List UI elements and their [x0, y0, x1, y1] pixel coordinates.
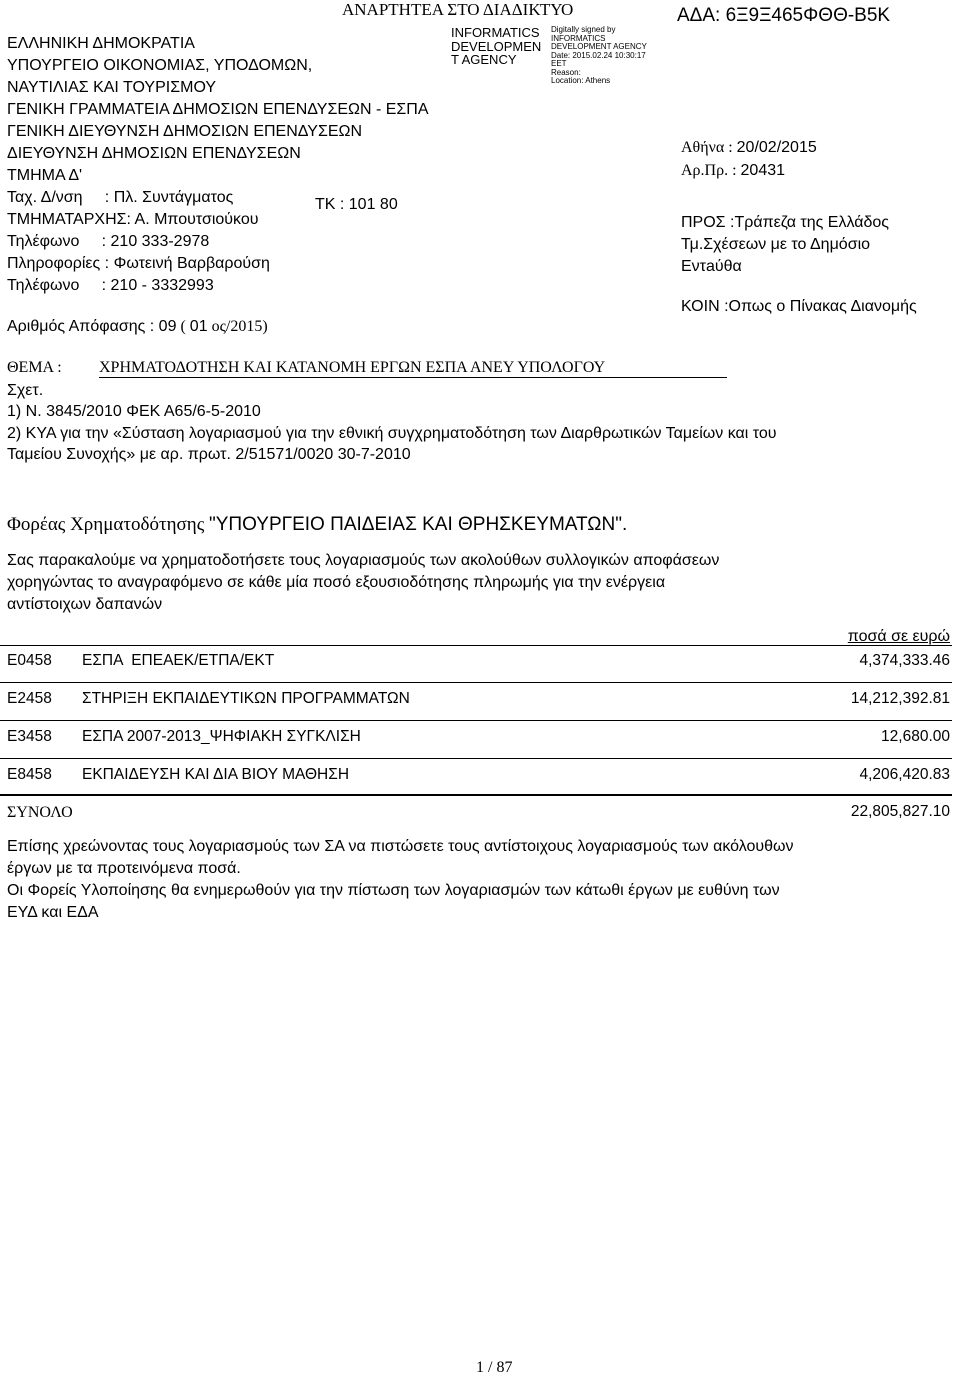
references-label: Σχετ.	[7, 382, 44, 399]
closing-line: Επίσης χρεώνοντας τους λογαριασμούς των ΣΑ να πιστώσετε τους αντίστοιχους λογαριασμούς των ακόλουθων	[7, 838, 794, 855]
decision-number	[7, 316, 268, 338]
sender-line: ΤΜΗΜΑ Δ'	[7, 167, 83, 184]
funder-line	[7, 513, 627, 537]
total-amount: 22,805,827.10	[850, 803, 950, 820]
table-row	[0, 721, 960, 758]
table-row	[0, 683, 960, 720]
amounts-header: ποσά σε ευρώ	[847, 628, 950, 645]
signature-details	[551, 26, 647, 86]
decision-seq: 01	[189, 318, 208, 335]
sender-line: ΔΙΕΥΘΥΝΣΗ ΔΗΜΟΣΙΩΝ ΕΠΕΝΔΥΣΕΩΝ	[7, 145, 301, 162]
sender-block	[7, 33, 429, 297]
protocol-label: Αρ.Πρ. :	[681, 162, 741, 179]
reference-item: 2) ΚΥΑ για την «Σύσταση λογαριασμού για την εθνική συγχρηματοδότηση των Διαρθρωτικών Ταμείων και του	[7, 425, 777, 442]
table-row	[0, 759, 960, 796]
ada-code: ΑΔΑ: 6Ξ9Ξ465ΦΘΘ-Β5Κ	[677, 5, 891, 26]
page-total: 87	[496, 1359, 513, 1376]
signature-detail-line: Reason:	[551, 67, 581, 77]
row-code: Ε2458	[7, 690, 52, 707]
protocol-value: 20431	[740, 162, 786, 179]
signer-line: INFORMATICS	[451, 25, 540, 40]
decision-suffix: ος/2015)	[207, 318, 268, 335]
sender-line: ΝΑΥΤΙΛΙΑΣ ΚΑΙ ΤΟΥΡΙΣΜΟΥ	[7, 79, 217, 96]
row-code: Ε0458	[7, 652, 52, 669]
sender-line: ΓΕΝΙΚΗ ΔΙΕΥΘΥΝΣΗ ΔΗΜΟΣΙΩΝ ΕΠΕΝΔΥΣΕΩΝ	[7, 123, 363, 140]
postal-code: ΤΚ : 101 80	[315, 196, 398, 213]
row-description: ΕΣΠΑ 2007-2013_ΨΗΦΙΑΚΗ ΣΥΓΚΛΙΣΗ	[82, 728, 361, 745]
subject-label: ΘΕΜΑ :	[7, 359, 62, 376]
request-line: Σας παρακαλούμε να χρηματοδοτήσετε τους λογαριασμούς των ακολούθων συλλογικών αποφάσεων	[7, 552, 720, 569]
closing-line: ΕΥΔ και ΕΔΑ	[7, 904, 99, 921]
row-description: ΕΣΠΑ ΕΠΕΑΕΚ/ΕΤΠΑ/ΕΚΤ	[82, 652, 275, 669]
recipient-line: Τμ.Σχέσεων με το Δημόσιο	[681, 236, 871, 253]
row-amount: 4,374,333.46	[859, 652, 950, 669]
total-label: ΣΥΝΟΛΟ	[7, 804, 73, 821]
funder-name: "ΥΠΟΥΡΓΕΙΟ ΠΑΙΔΕΙΑΣ ΚΑΙ ΘΡΗΣΚΕΥΜΑΤΩΝ".	[208, 514, 628, 535]
signature-detail-line: Location: Athens	[551, 76, 611, 85]
sender-line: Ταχ. Δ/νση : Πλ. Συντάγματος	[7, 189, 234, 206]
signature-detail-line: Digitally signed by	[551, 25, 616, 34]
request-line: χορηγώντας το αναγραφόμενο σε κάθε μία ποσό εξουσιοδότησης πληρωμής για την ενέργεια	[7, 574, 666, 591]
sender-line: ΓΕΝΙΚΗ ΓΡΑΜΜΑΤΕΙΑ ΔΗΜΟΣΙΩΝ ΕΠΕΝΔΥΣΕΩΝ - ΕΣΠΑ	[7, 101, 429, 118]
table-row	[0, 645, 960, 682]
subject-text: ΧΡΗΜΑΤΟΔΟΤΗΣΗ ΚΑΙ ΚΑΤΑΝΟΜΗ ΕΡΓΩΝ ΕΣΠΑ ΑΝΕΥ ΥΠΟΛΟΓΟΥ	[99, 357, 727, 378]
row-description: ΕΚΠΑΙΔΕΥΣΗ ΚΑΙ ΔΙΑ ΒΙΟΥ ΜΑΘΗΣΗ	[82, 766, 350, 783]
recipient-line: Εντaύθα	[681, 258, 742, 275]
recipient-block	[681, 212, 889, 278]
sender-line: Πληροφορίες : Φωτεινή Βαρβαρούση	[7, 255, 270, 272]
signer-line: DEVELOPMEN	[451, 38, 542, 54]
page-number	[476, 1358, 512, 1378]
signature-detail-line: INFORMATICS	[551, 33, 606, 43]
row-description: ΣΤΗΡΙΞΗ ΕΚΠΑΙΔΕΥΤΙΚΩΝ ΠΡΟΓΡΑΜΜΑΤΩΝ	[82, 690, 410, 707]
publication-banner: ΑΝΑΡΤΗΤΕΑ ΣΤΟ ΔΙΑΔΙΚΤΥΟ	[342, 0, 574, 19]
signature-detail-line: Date: 2015.02.24 10:30:17	[551, 50, 646, 60]
page-current: 1	[476, 1359, 484, 1376]
sender-line: Τηλέφωνο : 210 - 3332993	[7, 277, 214, 294]
reference-item: 1) Ν. 3845/2010 ΦΕΚ Α65/6-5-2010	[7, 403, 261, 420]
table-total-divider	[0, 794, 952, 796]
signature-signer	[451, 26, 541, 67]
row-amount: 14,212,392.81	[850, 690, 950, 707]
row-amount: 4,206,420.83	[859, 766, 950, 783]
request-line: αντίστοιχων δαπανών	[7, 596, 163, 613]
decision-open: (	[176, 318, 190, 335]
cc-line: ΚΟΙΝ :Οπως ο Πίνακας Διανομής	[681, 298, 917, 315]
closing-line: έργων με τα προτεινόμενα ποσά.	[7, 860, 241, 877]
sender-line: ΥΠΟΥΡΓΕΙΟ ΟΙΚΟΝΟΜΙΑΣ, ΥΠΟΔΟΜΩΝ,	[7, 57, 313, 74]
closing-paragraph	[7, 836, 794, 924]
row-code: Ε3458	[7, 728, 52, 745]
row-amount: 12,680.00	[881, 728, 950, 745]
sender-line: ΕΛΛΗΝΙΚΗ ΔΗΜΟΚΡΑΤΙΑ	[7, 35, 195, 52]
protocol-number	[681, 160, 785, 182]
row-code: Ε8458	[7, 766, 52, 783]
signature-detail-line: EET	[551, 59, 567, 68]
request-paragraph	[7, 550, 719, 616]
signature-detail-line: DEVELOPMENT AGENCY	[551, 42, 647, 51]
decision-label: Αριθμός Απόφασης :	[7, 318, 159, 335]
reference-item: Ταμείου Συνοχής» με αρ. πρωτ. 2/51571/0020 30-7-2010	[7, 446, 411, 463]
funder-label: Φορέας Χρηματοδότησης	[7, 514, 209, 535]
signer-line: T AGENCY	[451, 52, 517, 67]
closing-line: Οι Φορείς Υλοποίησης θα ενημερωθούν για την πίστωση των λογαριασμών των κάτωθι έργων με ευθύνη των	[7, 882, 780, 899]
place-date-label: Αθήνα :	[681, 139, 737, 156]
place-date	[681, 137, 817, 159]
sender-line: Τηλέφωνο : 210 333-2978	[7, 233, 210, 250]
place-date-value: 20/02/2015	[736, 139, 817, 156]
page-separator: /	[488, 1359, 493, 1376]
sender-line: ΤΜΗΜΑΤΑΡΧΗΣ: Α. Μπουτσιούκου	[7, 211, 259, 228]
recipient-line: ΠΡΟΣ :Τράπεζα της Ελλάδος	[681, 214, 889, 231]
decision-value: 09	[158, 318, 177, 335]
